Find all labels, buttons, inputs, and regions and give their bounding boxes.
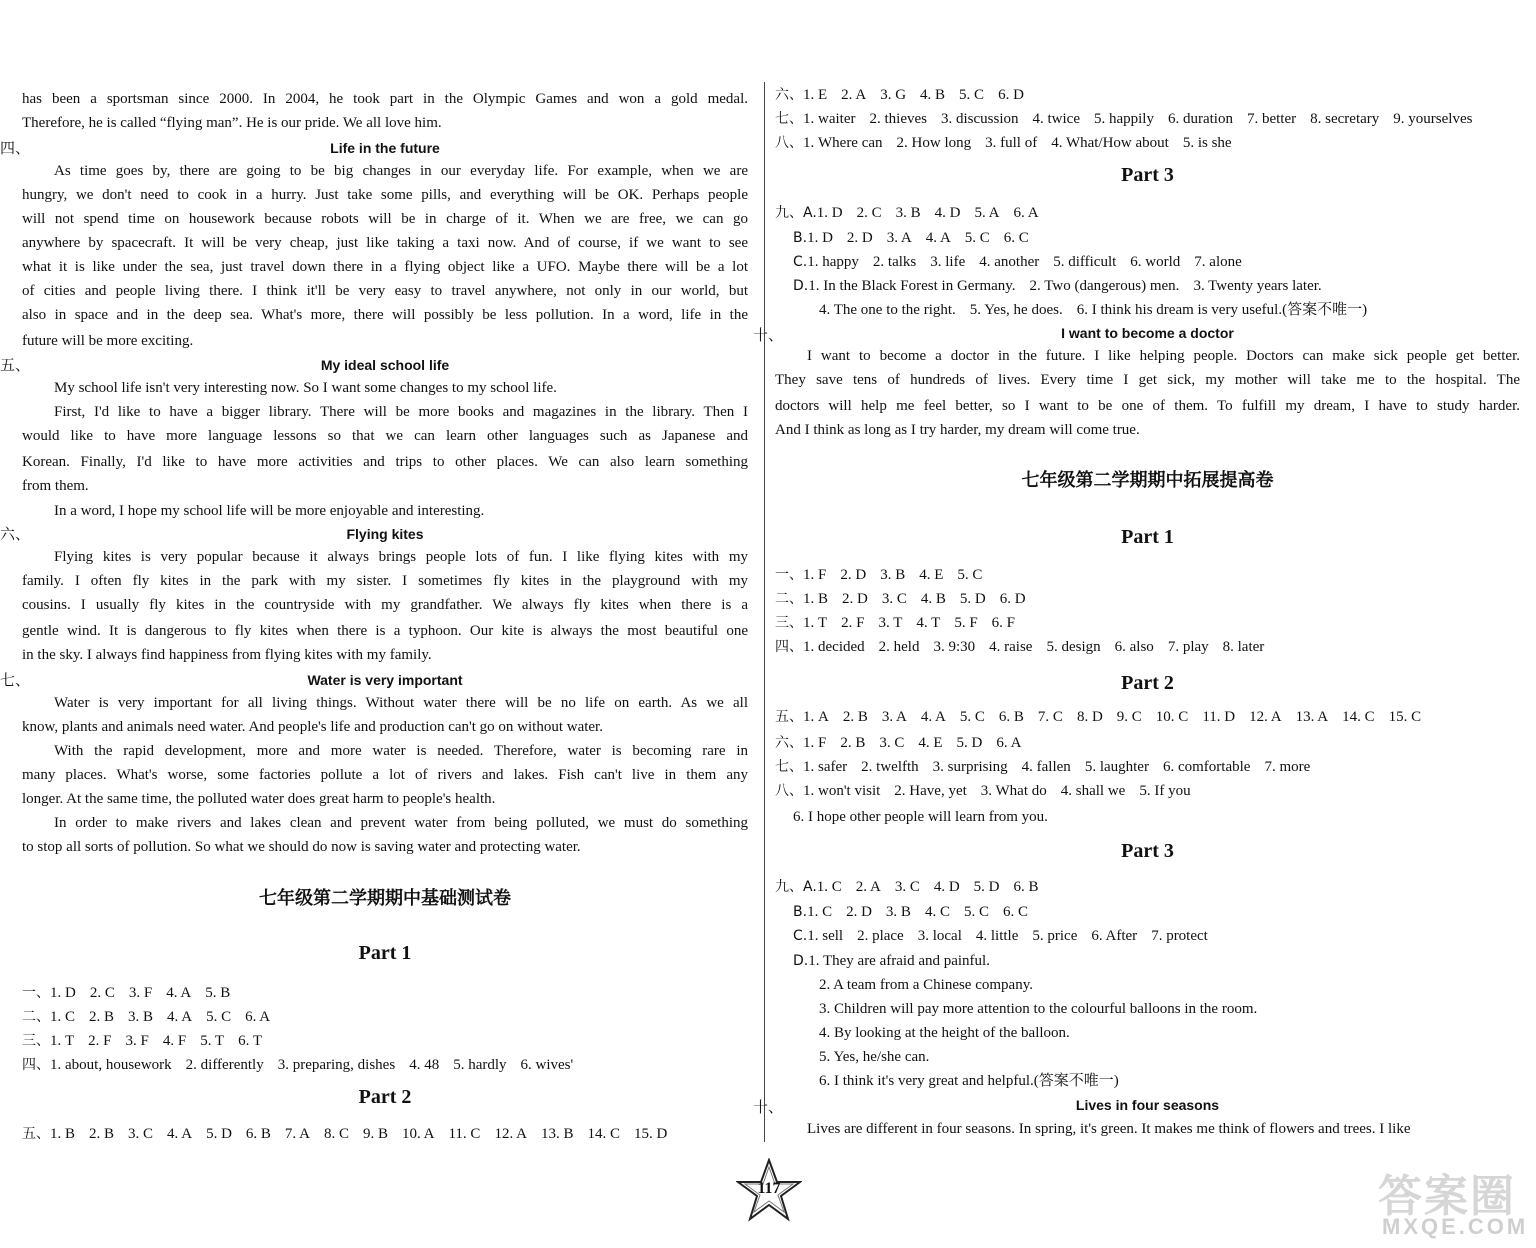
essay-title: Flying kites [346,526,424,542]
answer-item: 5. C [957,567,983,583]
answer-item: 3. Twenty years later. [1193,278,1322,294]
answer-item: 3. A [881,709,907,725]
answer-item: 4. A [167,1126,193,1142]
answer-item: 11. C [448,1126,481,1142]
answer-row-label: 八、 [775,135,803,151]
page-number: 117 [757,1180,781,1197]
answer-item: 6. also [1114,639,1154,655]
answer-item: 4. A [925,230,951,246]
answer-item: 5. hardly [453,1057,507,1073]
answer-row [22,1006,284,1028]
section-number: 五、 [0,356,31,374]
answer-item: 8. secretary [1310,111,1380,127]
answer-row-label: 九、A. [775,205,817,221]
essay-line: With the rapid development, more and more water is needed. Therefore, water is becoming rare in [54,743,748,759]
answer-row [775,974,1047,996]
essay-line: future will be more exciting. [22,333,194,349]
answer-item: 6. duration [1167,111,1233,127]
answer-item: 3. discussion [940,111,1019,127]
answer-row [775,84,1038,106]
exam-title: 七年级第二学期期中拓展提高卷 [1021,470,1274,491]
page-number-star [736,1158,802,1224]
section-number: 十、 [753,326,784,344]
essay-title: Life in the future [330,140,440,156]
answer-item: 3. C [879,735,905,751]
answer-item: 6. I think his dream is very useful.(答案不唯一) [1076,302,1368,318]
answer-item: 6. wives' [520,1057,574,1073]
essay-line: what it is like under the sea, just travel down there in a flying object like a UFO. Maybe there will be a lot [22,259,748,275]
answer-item: 3. preparing, dishes [277,1057,396,1073]
answer-item: 6. I think it's very great and helpful.(答案不唯一) [819,1073,1119,1089]
answer-item: 14. C [587,1126,620,1142]
answer-row [775,108,1486,130]
answer-item: 3. C [128,1126,154,1142]
answer-row [775,564,996,586]
answer-item: 2. A [841,87,867,103]
essay-line: know, plants and animals need water. And people's life and production can't go on without water. [22,719,603,735]
answer-item: 3. local [917,928,962,944]
answer-row [22,1030,276,1052]
essay-line: Lives are different in four seasons. In spring, it's green. It makes me think of flowers and trees. I like [807,1121,1411,1137]
answer-row [775,299,1381,321]
answer-item: 4. raise [989,639,1033,655]
answer-item: 1. D [816,205,843,221]
answer-item: 5. C [959,709,985,725]
answer-item: 14. C [1342,709,1375,725]
answer-row-label: 五、 [775,709,803,725]
essay-line: to stop all sorts of pollution. So what we should do now is saving water and protecting water. [22,839,581,855]
answer-item: 5. F [954,615,978,631]
answer-item: 2. held [878,639,920,655]
answer-item: 9. B [362,1126,388,1142]
answer-row-label: D. [793,278,809,294]
answer-item: 1. T [50,1033,75,1049]
answer-item: 3. C [881,591,907,607]
answer-item: 1. waiter [803,111,856,127]
answer-item: 4. A [920,709,946,725]
answer-item: 1. T [803,615,828,631]
essay-line: would like to have more language lessons so that we can learn other languages such as Japanese and [22,428,748,444]
essay-line: In order to make rivers and lakes clean and prevent water from being polluted, we must do something [54,815,748,831]
essay-line: in the sky. I always find happiness from flying kites with my family. [22,647,432,663]
answer-item: 2. F [88,1033,112,1049]
answer-item: 4. little [975,928,1019,944]
answer-item: 2. D [842,591,868,607]
answer-row-label: 八、 [775,783,803,799]
answer-item: 2. A team from a Chinese company. [819,977,1033,993]
answer-row-label: 七、 [775,759,803,775]
answer-item: 5. is she [1182,135,1232,151]
answer-item: 3. B [880,567,906,583]
answer-item: 6. T [238,1033,263,1049]
essay-line: hungry, we don't need to cook in a hurry. Just take some pills, and everything will be OK. Perhaps people [22,187,748,203]
essay-line: My school life isn't very interesting now. So I want some changes to my school life. [54,380,557,396]
answer-item: 4. A [167,1009,193,1025]
answer-item: 4. twice [1032,111,1080,127]
answer-row-label: 二、 [22,1009,50,1025]
answer-row-label: 九、A. [775,879,817,895]
answer-row [22,982,244,1004]
answer-item: 4. another [979,254,1040,270]
answer-item: 4. B [920,591,946,607]
answer-row [775,202,1053,224]
answer-item: 2. B [840,735,866,751]
answer-item: 5. T [200,1033,225,1049]
answer-item: 2. Have, yet [894,783,967,799]
answer-item: 8. C [323,1126,349,1142]
essay-line: As time goes by, there are going to be big changes in our everyday life. For example, when we are [54,163,748,179]
answer-row [775,275,1336,297]
essay-line: Korean. Finally, I'd like to have more activities and trips to other places. We can also learn something [22,454,748,470]
column-divider [764,82,765,1142]
answer-item: 7. play [1167,639,1209,655]
essay-line: has been a sportsman since 2000. In 2004, he took part in the Olympic Games and won a gold medal. [22,91,748,107]
essay-line: In a word, I hope my school life will be more enjoyable and interesting. [54,503,485,519]
answer-row-label: B. [793,904,808,920]
essay-line: They save tens of hundreds of lives. Every time I get sick, my mother will take me to the hospital. The [775,372,1520,388]
answer-item: 4. By looking at the height of the balloon. [819,1025,1070,1041]
answer-item: 3. 9:30 [933,639,976,655]
essay-line: will not spend time on housework because robots will be in charge of it. When we are free, we can go [22,211,748,227]
answer-item: 10. C [1155,709,1189,725]
answer-item: 6. C [1002,904,1028,920]
answer-item: 5. price [1032,928,1078,944]
answer-row [775,998,1271,1020]
answer-item: 4. T [916,615,941,631]
answer-item: 5. C [959,87,985,103]
answer-item: 5. D [956,735,983,751]
answer-item: 1. B [50,1126,76,1142]
part-heading: Part 1 [1121,526,1174,548]
answer-item: 6. world [1130,254,1181,270]
answer-item: 1. F [803,567,827,583]
answer-item: 1. sell [807,928,844,944]
answer-item: 4. D [933,879,960,895]
part-heading: Part 3 [1121,164,1174,186]
answer-row [775,251,1256,273]
answer-row [775,1070,1133,1092]
answer-item: 1. A [803,709,829,725]
answer-row [22,1054,587,1076]
answer-row [775,780,1205,802]
answer-item: 9. yourselves [1393,111,1473,127]
answer-item: 4. What/How about [1051,135,1169,151]
watermark-url: MXQE.COM [1382,1214,1529,1239]
answer-item: 5. Yes, he/she can. [819,1049,930,1065]
answer-row [775,876,1053,898]
answer-item: 3. B [895,205,921,221]
part-heading: Part 2 [358,1086,412,1108]
answer-item: 5. C [964,230,990,246]
answer-item: 6. D [999,591,1026,607]
answer-item: 2. C [856,205,882,221]
answer-item: 2. B [89,1126,115,1142]
answer-item: 1. D [50,985,76,1001]
answer-item: 5. D [206,1126,232,1142]
answer-item: 1. safer [803,759,848,775]
answer-item: 3. G [880,87,907,103]
answer-item: 6. comfortable [1162,759,1251,775]
answer-item: 2. B [842,709,868,725]
part-heading: Part 1 [358,942,412,964]
answer-item: 1. E [803,87,828,103]
answer-item: 4. shall we [1060,783,1126,799]
answer-item: 2. place [857,928,904,944]
answer-item: 3. B [128,1009,154,1025]
answer-item: 2. thieves [869,111,927,127]
answer-item: 5. C [206,1009,232,1025]
answer-item: 5. D [973,879,1000,895]
answer-item: 1. C [807,904,833,920]
watermark [1378,1160,1528,1244]
answer-item: 1. about, housework [50,1057,172,1073]
answer-item: 9. C [1116,709,1142,725]
answer-item: 1. B [803,591,829,607]
answer-item: 15. D [633,1126,668,1142]
answer-item: 13. B [540,1126,574,1142]
answer-item: 2. twelfth [861,759,919,775]
part-heading: Part 2 [1121,672,1174,694]
answer-item: 8. D [1076,709,1103,725]
essay-line: family. I often fly kites in the park with my sister. I sometimes fly kites in the playground with my [22,573,748,589]
answer-item: 4. F [162,1033,187,1049]
answer-item: 5. happily [1093,111,1154,127]
answer-item: 6. B [1013,879,1039,895]
answer-item: 11. D [1202,709,1236,725]
answer-row [775,806,1062,828]
answer-row [775,901,1042,923]
essay-line: of cities and people living there. I think it'll be very easy to travel anywhere, not only in our world, but [22,283,748,299]
answer-item: 2. differently [185,1057,264,1073]
essay-line: cousins. I usually fly kites in the countryside with my grandfather. We always fly kites when there is a [22,597,748,613]
answer-item: 12. A [1249,709,1282,725]
essay-line: Therefore, he is called “flying man”. He is our pride. We all love him. [22,115,442,131]
answer-item: 1. In the Black Forest in Germany. [808,278,1016,294]
answer-row [775,756,1324,778]
answer-item: 5. C [963,904,989,920]
essay-line: also in space and in the deep sea. What's more, there will possibly be less pollution. In a word, life in the [22,307,748,323]
answer-item: 4. fallen [1021,759,1071,775]
answer-item: 3. F [128,985,153,1001]
section-number: 六、 [0,525,31,543]
answer-row [775,950,1004,972]
essay-line: many places. What's worse, some factories pollute a lot of rivers and lakes. Fish can't live in them any [22,767,748,783]
answer-item: 2. talks [872,254,917,270]
answer-item: 6. After [1091,928,1138,944]
answer-item: 15. C [1388,709,1422,725]
answer-item: 6. F [991,615,1016,631]
answer-item: 6. A [245,1009,271,1025]
answer-row-label: 六、 [775,735,803,751]
answer-row [775,132,1246,154]
answer-item: 4. C [924,904,950,920]
answer-item: 5. D [959,591,986,607]
answer-row-label: 三、 [775,615,803,631]
essay-title: Lives in four seasons [1075,1097,1220,1113]
answer-row-label: 一、 [22,985,50,1001]
answer-row [775,732,1035,754]
answer-row [775,227,1043,249]
answer-item: 2. Two (dangerous) men. [1029,278,1180,294]
answer-item: 6. A [996,735,1022,751]
answer-item: 1. Where can [803,135,883,151]
essay-line: And I think as long as I try harder, my dream will come true. [775,422,1140,438]
section-number: 四、 [0,139,31,157]
answer-item: 4. E [918,735,943,751]
exam-title: 七年级第二学期期中基础测试卷 [259,888,511,909]
answer-item: 1. decided [803,639,865,655]
answer-item: 3. B [885,904,911,920]
answer-item: 2. F [841,615,865,631]
answer-item: 3. full of [985,135,1038,151]
answer-row-label: C. [793,254,808,270]
answer-item: 4. D [934,205,961,221]
answer-item: 5. A [974,205,1000,221]
answer-item: 2. How long [896,135,972,151]
answer-item: 6. B [998,709,1024,725]
answer-item: 4. B [920,87,946,103]
section-number: 十、 [753,1098,784,1116]
answer-item: 4. A [166,985,192,1001]
answer-item: 3. surprising [932,759,1008,775]
answer-row-label: D. [793,953,809,969]
answer-item: 10. A [401,1126,435,1142]
answer-row-label: 四、 [22,1057,50,1073]
answer-row-label: 五、 [22,1126,50,1142]
watermark-logo-text: 答案圈 [1378,1171,1516,1222]
answer-row-label: 七、 [775,111,803,127]
answer-item: 3. T [878,615,903,631]
essay-line: gentle wind. It is dangerous to fly kites when there is a typhoon. Our kite is always the most beautiful one [22,623,748,639]
answer-item: 4. The one to the right. [819,302,956,318]
essay-title: Water is very important [307,672,463,688]
essay-title: I want to become a doctor [1061,325,1234,341]
answer-item: 2. D [840,567,867,583]
answer-item: 3. A [886,230,912,246]
answer-item: 5. design [1046,639,1101,655]
answer-item: 1. F [803,735,827,751]
answer-item: 2. B [89,1009,115,1025]
answer-item: 6. B [245,1126,271,1142]
essay-line: longer. At the same time, the polluted water does great harm to people's health. [22,791,496,807]
answer-row-label: C. [793,928,808,944]
answer-item: 5. laughter [1084,759,1149,775]
answer-item: 5. Yes, he does. [969,302,1063,318]
answer-item: 7. alone [1194,254,1242,270]
answer-item: 2. D [846,230,873,246]
answer-item: 6. I hope other people will learn from you. [793,809,1048,825]
answer-item: 3. Children will pay more attention to the colourful balloons in the room. [819,1001,1258,1017]
answer-item: 6. D [998,87,1024,103]
answer-item: 3. life [930,254,966,270]
essay-line: Water is very important for all living things. Without water there will be no life on earth. As we all [54,695,748,711]
answer-row [775,706,1435,728]
answer-row [775,612,1029,634]
answer-item: 7. A [284,1126,310,1142]
answer-item: 3. What do [980,783,1047,799]
answer-item: 4. E [919,567,944,583]
essay-line: Flying kites is very popular because it always brings people lots of fun. I like flying kites with my [54,549,748,565]
answer-row [775,1022,1084,1044]
answer-item: 6. A [1013,205,1039,221]
answer-item: 5. B [205,985,231,1001]
answer-item: 5. If you [1139,783,1191,799]
answer-item: 1. They are afraid and painful. [808,953,990,969]
answer-row-label: 一、 [775,567,803,583]
answer-item: 1. D [807,230,833,246]
answer-item: 1. won't visit [803,783,881,799]
answer-item: 7. better [1246,111,1297,127]
answer-row-label: B. [793,230,808,246]
answer-row [775,636,1278,658]
part-heading: Part 3 [1121,840,1174,862]
essay-line: doctors will help me feel better, so I want to be one of them. To fulfill my dream, I have to study harder. [775,398,1520,414]
answer-item: 2. A [855,879,881,895]
answer-item: 7. more [1264,759,1311,775]
answer-item: 7. C [1037,709,1063,725]
essay-title: My ideal school life [320,357,450,373]
answer-row [775,588,1040,610]
answer-row-label: 二、 [775,591,803,607]
answer-row-label: 四、 [775,639,803,655]
answer-item: 2. D [846,904,872,920]
answer-item: 13. A [1295,709,1329,725]
answer-item: 1. C [50,1009,76,1025]
answer-item: 3. C [894,879,920,895]
answer-row [22,1123,681,1145]
answer-item: 1. C [816,879,842,895]
answer-item: 8. later [1222,639,1265,655]
answer-item: 12. A [494,1126,527,1142]
answer-item: 4. 48 [409,1057,440,1073]
answer-row [775,925,1222,947]
answer-item: 5. difficult [1053,254,1117,270]
essay-line: from them. [22,478,89,494]
essay-line: First, I'd like to have a bigger library. There will be more books and magazines in the library. Then I [54,404,748,420]
answer-item: 1. happy [807,254,859,270]
answer-row-label: 六、 [775,87,803,103]
answer-row-label: 三、 [22,1033,50,1049]
answer-item: 3. F [125,1033,149,1049]
answer-item: 2. C [89,985,115,1001]
answer-item: 7. protect [1151,928,1208,944]
essay-line: I want to become a doctor in the future. I like helping people. Doctors can make sick people get better. [807,348,1520,364]
answer-row [775,1046,943,1068]
section-number: 七、 [0,671,31,689]
answer-item: 6. C [1003,230,1029,246]
essay-line: anywhere by spacecraft. It will be very cheap, just like taking a taxi now. And of course, if we want to see [22,235,748,251]
